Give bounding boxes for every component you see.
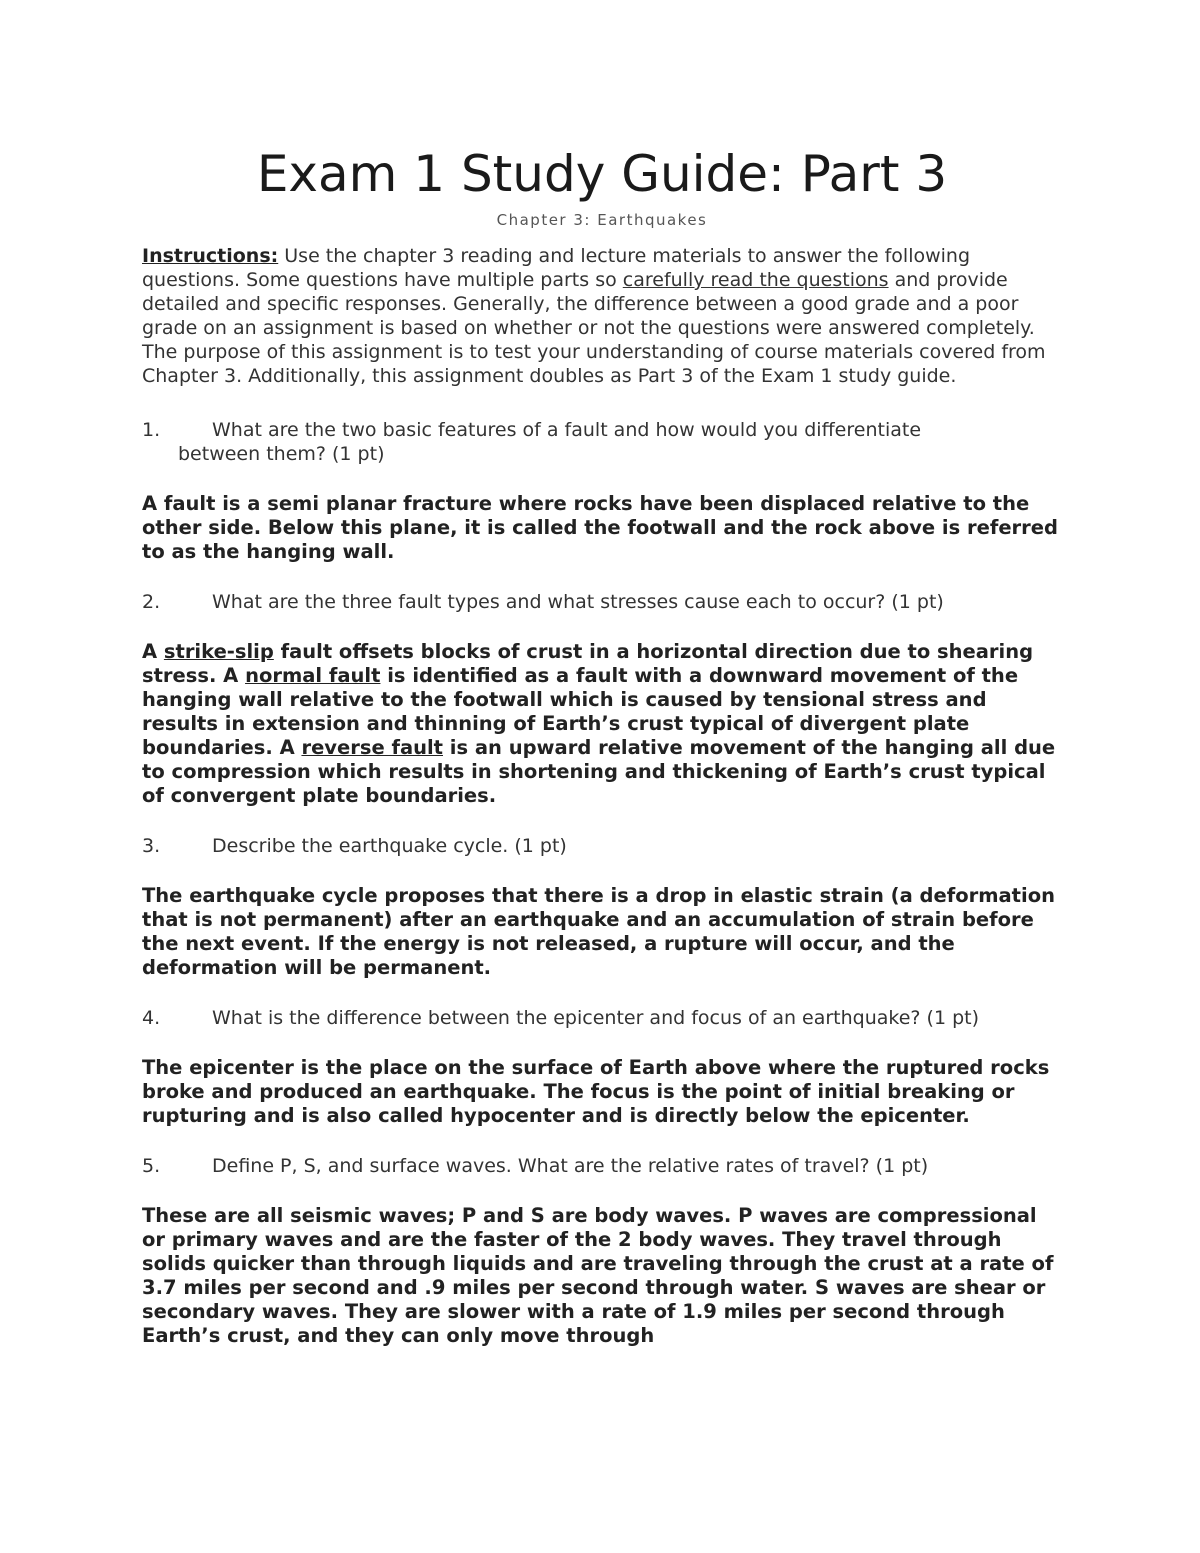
question-4 [142, 1006, 1062, 1030]
question-2 [142, 590, 1062, 614]
instructions-emphasis: carefully read the questions [622, 269, 889, 291]
question-number: 1. [142, 419, 161, 441]
term-reverse-fault: reverse fault [301, 736, 443, 759]
answer-5: These are all seismic waves; P and S are body waves. P waves are compressional or primary waves and are the faster of the 2 body waves. They travel through solids quicker than through liquids and are traveling through the crust at a rate of 3.7 miles per second and .9 miles per second through water. S waves are shear or secondary waves. They are slower with a rate of 1.9 miles per second through Earth’s crust, and they can only move through [142, 1204, 1054, 1347]
document-title: Exam 1 Study Guide: Part 3 [256, 145, 948, 203]
answer-2-part-3: is identified as a fault with a downward movement of the hanging wall relative to the footwall which is caused by tensional stress and results in extension and thinning of Earth’s crust typical of divergent plate boundaries. A [142, 664, 1019, 759]
question-number: 3. [142, 835, 161, 857]
answer-3: The earthquake cycle proposes that there is a drop in elastic strain (a deformation that is not permanent) after an earthquake and an accumulation of strain before the next event. If the energy is not released, a rupture will occur, and the deformation will be permanent. [142, 884, 1055, 979]
answer-2 [142, 640, 1062, 808]
question-number: 5. [142, 1155, 161, 1177]
answer-2-part-1: A [142, 640, 164, 663]
instructions-text-b: and provide detailed and specific responses. Generally, the difference between a good grade and a poor grade on an assignment is based on whether or not the questions were answered completely. The purpose of this assignment is to test your understanding of course materials covered from Chapter 3. Additionally, this assignment doubles as Part 3 of the Exam 1 study guide. [142, 269, 1046, 387]
question-1 [142, 418, 1062, 466]
answer-2-part-4: is an upward relative movement of the hanging all due to compression which results in shortening and thickening of Earth’s crust typical of convergent plate boundaries. [142, 736, 1056, 807]
question-text: What are the two basic features of a fault and how would you differentiate [212, 419, 922, 441]
question-text-continued: between them? (1 pt) [178, 443, 385, 465]
question-text: Define P, S, and surface waves. What are the relative rates of travel? (1 pt) [212, 1155, 929, 1177]
document-page [142, 140, 1062, 1374]
term-normal-fault: normal fault [245, 664, 381, 687]
question-text: Describe the earthquake cycle. (1 pt) [212, 835, 567, 857]
question-5 [142, 1154, 1062, 1178]
question-number: 2. [142, 591, 161, 613]
answer-2-part-2: fault offsets blocks of crust in a horizontal direction due to shearing stress. A [142, 640, 1034, 687]
answer-4: The epicenter is the place on the surface of Earth above where the ruptured rocks broke and produced an earthquake. The focus is the point of initial breaking or rupturing and is also called hypocenter and is directly below the epicenter. [142, 1056, 1050, 1127]
document-subtitle: Chapter 3: Earthquakes [496, 211, 708, 229]
term-strike-slip: strike-slip [163, 640, 274, 663]
question-3 [142, 834, 1062, 858]
answer-1: A fault is a semi planar fracture where rocks have been displaced relative to the other side. Below this plane, it is called the footwall and the rock above is referred to as the hanging wall. [142, 492, 1058, 563]
instructions-label: Instructions: [142, 245, 279, 267]
question-text: What is the difference between the epicenter and focus of an earthquake? (1 pt) [212, 1007, 980, 1029]
instructions-text-a: Use the chapter 3 reading and lecture materials to answer the following questions. Some questions have multiple parts so [142, 245, 971, 291]
question-number: 4. [142, 1007, 161, 1029]
question-text: What are the three fault types and what stresses cause each to occur? (1 pt) [212, 591, 944, 613]
instructions-paragraph [142, 244, 1062, 388]
